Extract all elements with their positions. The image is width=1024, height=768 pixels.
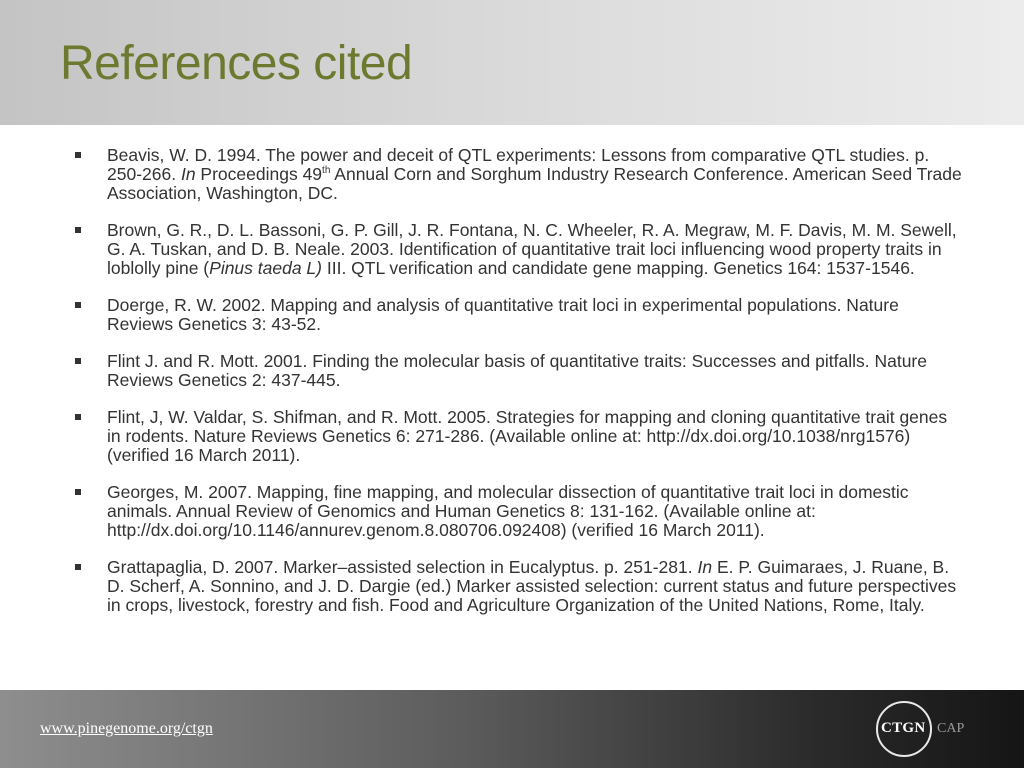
reference-text: E. P. Guimaraes, J. Ruane, B. D. Scherf, A. Sonnino, and J. D. Dargie (ed.) Marker assisted selection: current status and future perspectives in crops, livestock, forestry and fish. Food and Agriculture Organization of the United Nations, Rome, Italy.	[107, 557, 957, 615]
reference-item	[75, 221, 965, 278]
reference-superscript: th	[322, 165, 331, 177]
reference-text: Georges, M. 2007. Mapping, fine mapping, and molecular dissection of quantitative trait loci in domestic animals. Annual Review of Genomics and Human Genetics 8: 131-162. (Available online at: http://dx.doi.org/10.1146/annurev.genom.8.080706.092408) (verified 16 March 2011).	[107, 482, 909, 540]
reference-text: Annual Corn and Sorghum Industry Research Conference. American Seed Trade Association, Washington, DC.	[107, 164, 962, 203]
reference-italic: In	[180, 164, 196, 184]
reference-list	[75, 146, 965, 633]
bullet-icon	[75, 152, 81, 158]
slide-title: References cited	[60, 37, 413, 90]
slide-footer	[0, 690, 1024, 768]
reference-text: Brown, G. R., D. L. Bassoni, G. P. Gill, J. R. Fontana, N. C. Wheeler, R. A. Megraw, M. F. Davis, M. M. Sewell, G. A. Tuskan, and D. B. Neale. 2003. Identification of quantitative trait loci influencing wood property traits in loblolly pine (	[107, 220, 957, 278]
bullet-icon	[75, 564, 81, 570]
reference-text: Beavis, W. D. 1994. The power and deceit of QTL experiments: Lessons from comparative QTL studies. p. 250-266.	[107, 145, 930, 184]
reference-text: Proceedings 49	[195, 164, 323, 184]
bullet-icon	[75, 302, 81, 308]
reference-italic: In	[697, 557, 713, 577]
reference-text: III. QTL verification and candidate gene mapping. Genetics 164: 1537-1546.	[322, 258, 915, 278]
slide-header	[0, 0, 1024, 125]
bullet-icon	[75, 227, 81, 233]
reference-text: Flint J. and R. Mott. 2001. Finding the molecular basis of quantitative traits: Successes and pitfalls. Nature Reviews Genetics 2: 437-445.	[107, 351, 927, 390]
reference-item	[75, 146, 965, 203]
reference-text: Flint, J, W. Valdar, S. Shifman, and R. Mott. 2005. Strategies for mapping and cloning quantitative trait genes in rodents. Nature Reviews Genetics 6: 271-286. (Available online at: http://dx.doi.org/10.1038/nrg1576) (verified 16 March 2011).	[107, 407, 948, 465]
website-link[interactable]: www.pinegenome.org/ctgn	[40, 720, 213, 737]
bullet-icon	[75, 489, 81, 495]
reference-item	[75, 296, 965, 334]
reference-text: Grattapaglia, D. 2007. Marker–assisted selection in Eucalyptus. p. 251-281.	[107, 557, 698, 577]
reference-text: Doerge, R. W. 2002. Mapping and analysis of quantitative trait loci in experimental populations. Nature Reviews Genetics 3: 43-52.	[107, 295, 899, 334]
bullet-icon	[75, 358, 81, 364]
ctgn-logo	[876, 701, 968, 757]
reference-item	[75, 408, 965, 465]
reference-item	[75, 352, 965, 390]
reference-italic: Pinus taeda L)	[209, 258, 322, 278]
reference-item	[75, 483, 965, 540]
logo-sub: CAP	[937, 721, 965, 736]
logo-text: CTGN	[881, 720, 926, 736]
reference-item	[75, 558, 965, 615]
bullet-icon	[75, 414, 81, 420]
